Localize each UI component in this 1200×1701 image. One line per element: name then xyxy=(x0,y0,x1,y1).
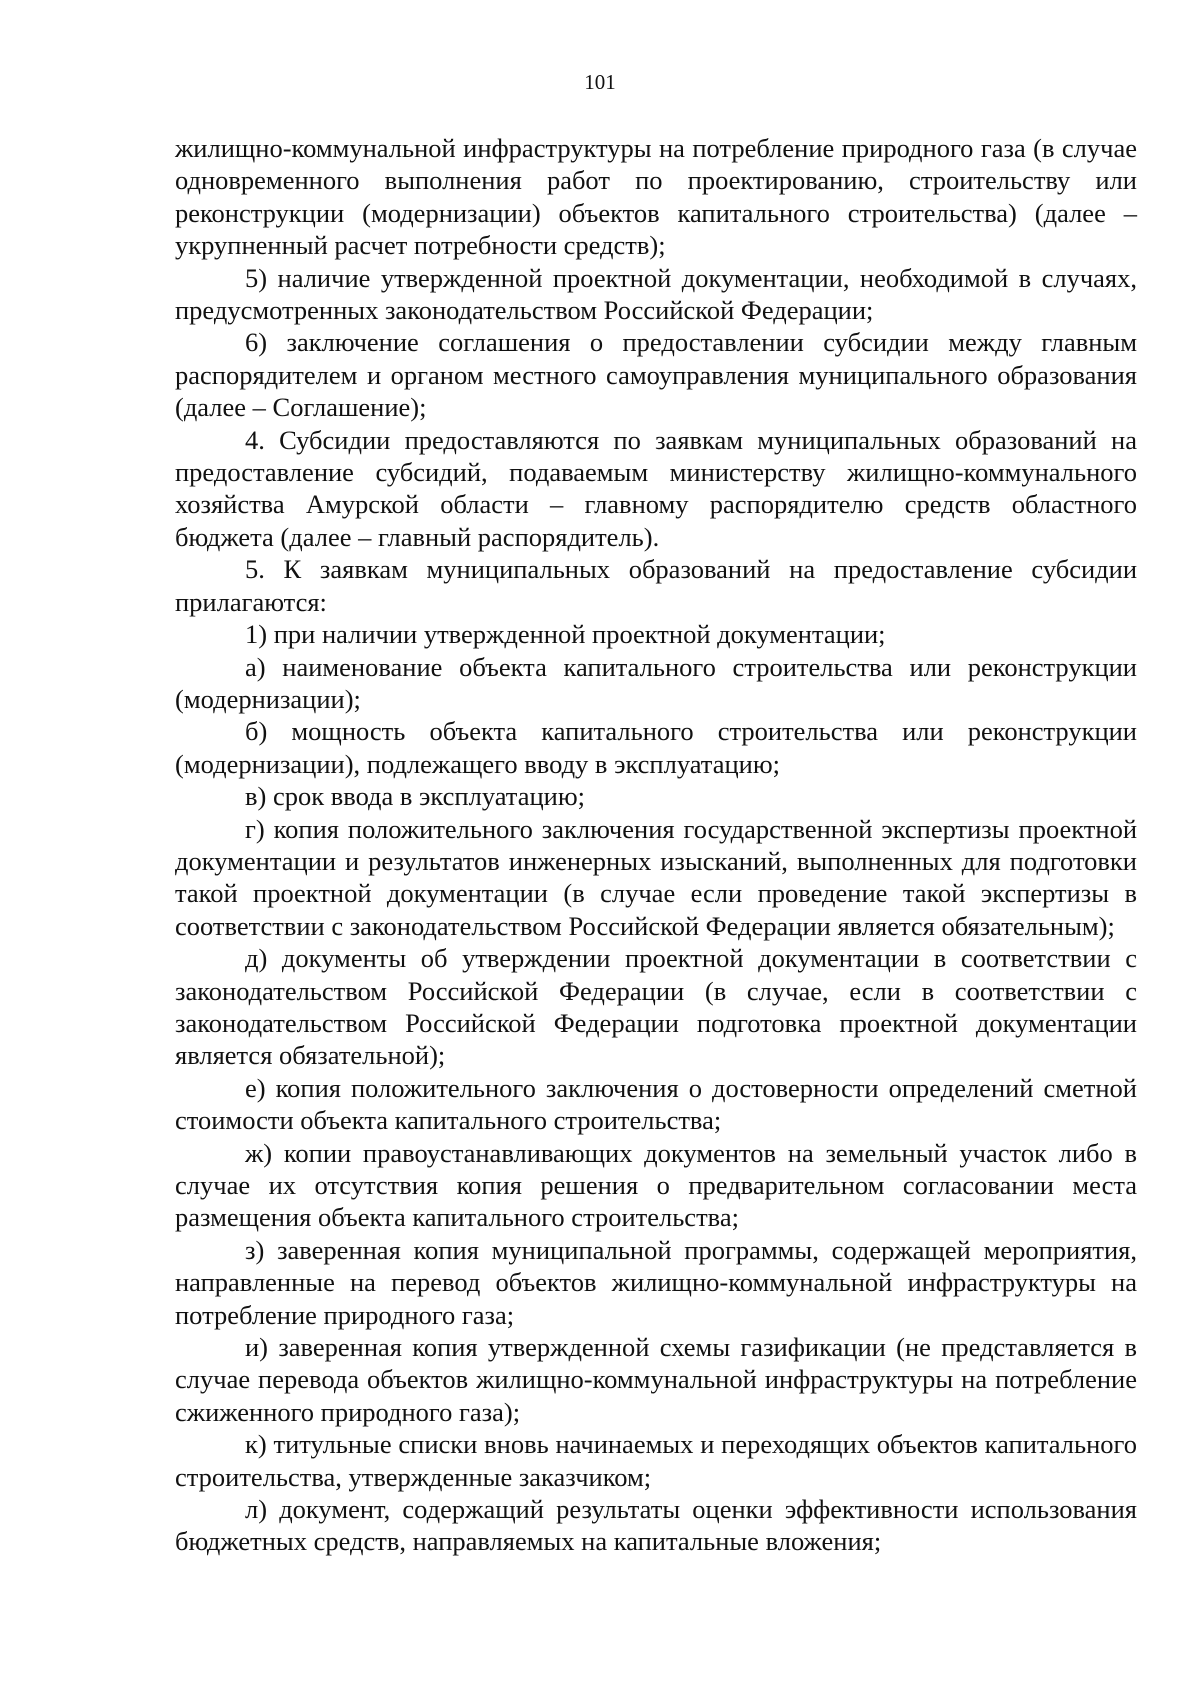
paragraph-subitem-z: з) заверенная копия муниципальной программы, содержащей мероприятия, направленные на перевод объектов жилищно-коммунальной инфраструктуры на потребление природного газа; xyxy=(175,1234,1137,1330)
paragraph-subitem-l: л) документ, содержащий результаты оценки эффективности использования бюджетных средств, направляемых на капитальные вложения; xyxy=(175,1494,1137,1557)
paragraph-clause-5: 5. К заявкам муниципальных образований на предоставление субсидии прилагаются: xyxy=(175,554,1137,617)
paragraph-subitem-a: а) наименование объекта капитального строительства или реконструкции (модернизации); xyxy=(175,651,1137,714)
paragraph-subitem-v: в) срок ввода в эксплуатацию; xyxy=(245,781,585,812)
page-number: 101 xyxy=(584,70,616,94)
paragraph-clause-4: 4. Субсидии предоставляются по заявкам муниципальных образований на предоставление субсидий, подаваемым министерству жилищно-коммунального хозяйства Амурской области – главному распорядителю средств областного бюджета (далее – главный распорядитель). xyxy=(175,424,1137,552)
paragraph-subitem-i: и) заверенная копия утвержденной схемы газификации (не представляется в случае перевода объектов жилищно-коммунальной инфраструктуры на потребление сжиженного природного газа); xyxy=(175,1332,1137,1427)
paragraph-subitem-d: д) документы об утверждении проектной документации в соответствии с законодательством Российской Федерации (в случае, если в соответствии с законодательством Российской Федерации подготовка проектной документации является обязательной); xyxy=(175,943,1137,1071)
paragraph-item-6: 6) заключение соглашения о предоставлении субсидии между главным распорядителем и органом местного самоуправления муниципального образования (далее – Соглашение); xyxy=(175,327,1137,423)
paragraph-subitem-e: е) копия положительного заключения о достоверности определений сметной стоимости объекта капитального строительства; xyxy=(175,1072,1137,1136)
paragraph-subitem-g: г) копия положительного заключения государственной экспертизы проектной документации и результатов инженерных изысканий, выполненных для подготовки такой проектной документации (в случае если проведение такой экспертизы в соответствии с законодательством Российской Федерации является обязательным); xyxy=(175,813,1137,941)
paragraph-subitem-k: к) титульные списки вновь начинаемых и переходящих объектов капитального строительства, утвержденные заказчиком; xyxy=(175,1429,1137,1492)
paragraph-continuation: жилищно-коммунальной инфраструктуры на потребление природного газа (в случае одновременного выполнения работ по проектированию, строительству или реконструкции (модернизации) объектов капитального строительства) (далее – укрупненный расчет потребности средств); xyxy=(175,133,1137,261)
paragraph-subitem-zh: ж) копии правоустанавливающих документов на земельный участок либо в случае их отсутствия копия решения о предварительном согласовании места размещения объекта капитального строительства; xyxy=(175,1137,1137,1233)
paragraph-subitem-b: б) мощность объекта капитального строительства или реконструкции (модернизации), подлежащего вводу в эксплуатацию; xyxy=(175,716,1137,779)
paragraph-item-5: 5) наличие утвержденной проектной документации, необходимой в случаях, предусмотренных законодательством Российской Федерации; xyxy=(175,262,1137,326)
document-body xyxy=(175,132,1137,1558)
paragraph-subitem-1: 1) при наличии утвержденной проектной документации; xyxy=(245,619,886,650)
